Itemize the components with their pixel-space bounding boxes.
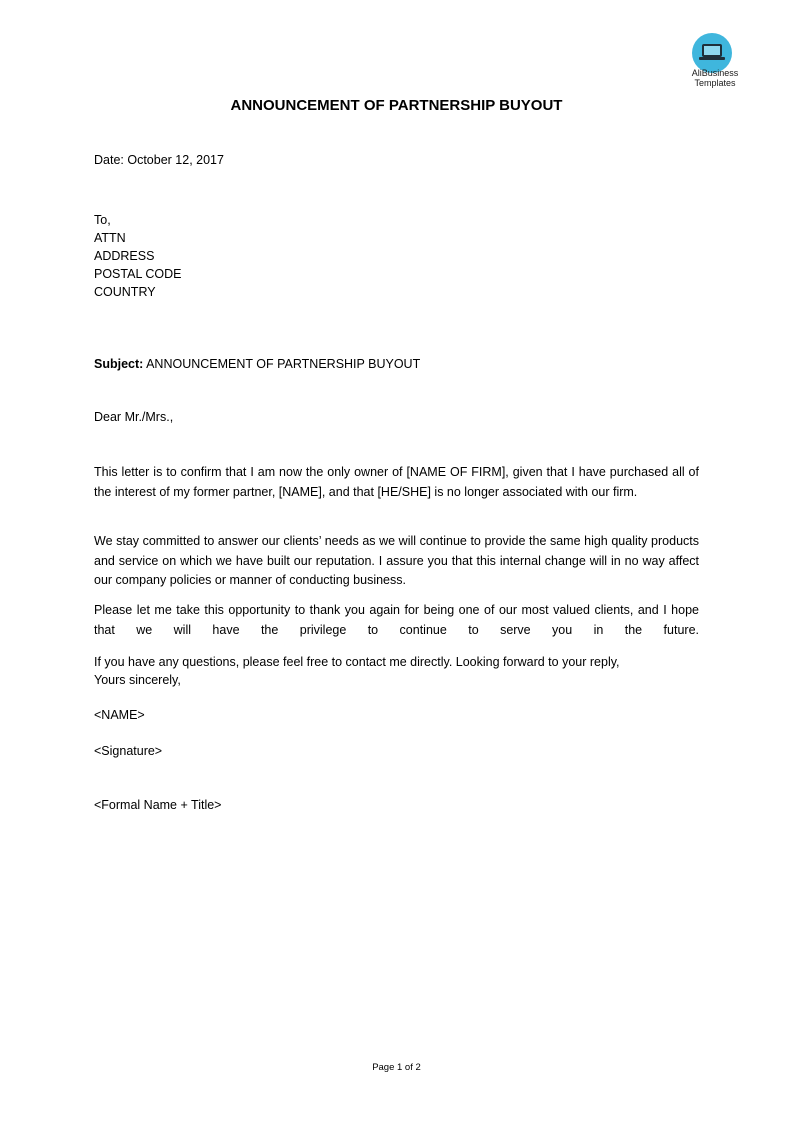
salutation: Dear Mr./Mrs.,	[94, 410, 174, 424]
sign-off: Yours sincerely,	[94, 673, 181, 687]
laptop-icon	[702, 44, 722, 57]
date-line: Date: October 12, 2017	[94, 153, 224, 167]
recipient-country: COUNTRY	[94, 285, 156, 299]
closing-line: If you have any questions, please feel free to contact me directly. Looking forward to your reply,	[94, 655, 620, 669]
body-paragraph-2: We stay committed to answer our clients’ needs as we will continue to provide the same high quality products and service on which we have built our reputation. I assure you that this internal change will in no way affect our company policies or manner of conducting business.	[94, 534, 699, 587]
subject-text: ANNOUNCEMENT OF PARTNERSHIP BUYOUT	[143, 357, 421, 371]
laptop-base	[699, 57, 725, 60]
document-title: ANNOUNCEMENT OF PARTNERSHIP BUYOUT	[230, 97, 563, 114]
alibusiness-logo	[692, 33, 732, 73]
name-placeholder: <NAME>	[94, 708, 145, 722]
recipient-attn: ATTN	[94, 231, 126, 245]
formal-name-placeholder: <Formal Name + Title>	[94, 798, 222, 812]
recipient-address: ADDRESS	[94, 249, 155, 263]
body-paragraph-1: This letter is to confirm that I am now the only owner of [NAME OF FIRM], given that I have purchased all of the interest of my former partner, [NAME], and that [HE/SHE] is no longer associated with our firm.	[94, 465, 699, 499]
page-number: Page 1 of 2	[372, 1062, 421, 1073]
subject-label: Subject:	[94, 357, 144, 371]
signature-placeholder: <Signature>	[94, 744, 163, 758]
body-paragraph-3: Please let me take this opportunity to thank you again for being one of our most valued clients, and I hope that we will have the privilege to continue to serve you in the future.	[94, 603, 699, 637]
recipient-to: To,	[94, 213, 111, 227]
logo-text-line2: Templates	[694, 78, 736, 88]
logo-text	[675, 68, 755, 88]
subject-line	[94, 357, 420, 371]
logo-text-line1: AliBusiness	[691, 68, 739, 78]
recipient-postal-code: POSTAL CODE	[94, 267, 182, 281]
